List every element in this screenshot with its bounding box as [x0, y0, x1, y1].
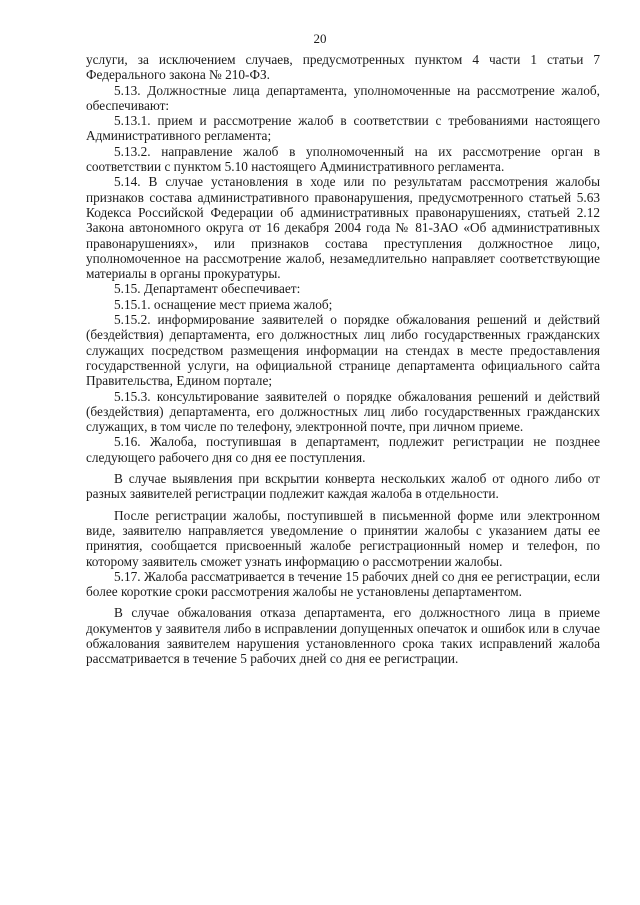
paragraph-5-16-envelope: В случае выявления при вскрытии конверта нескольких жалоб от одного либо от разных заявителей регистрации подлежит каждая жалоба в отдельности. [86, 471, 600, 502]
paragraph-5-13: 5.13. Должностные лица департамента, уполномоченные на рассмотрение жалоб, обеспечивают: [86, 82, 600, 113]
paragraph-5-15-3: 5.15.3. консультирование заявителей о порядке обжалования решений и действий (бездействия) департамента, его должностных лиц либо государственных гражданских служащих, в том числе по телефону, электронной почте, при личном приеме. [86, 388, 600, 435]
paragraph-5-13-1: 5.13.1. прием и рассмотрение жалоб в соответствии с требованиями настоящего Административного регламента; [86, 113, 600, 144]
paragraph-5-17-refusal: В случае обжалования отказа департамента, его должностного лица в приеме документов у заявителя либо в исправлении допущенных опечаток и ошибок или в случае обжалования заявителем нарушения установленного срока таких исправлений жалоба рассматривается в течение 5 рабочих дней со дня ее регистрации. [86, 605, 600, 667]
document-body [86, 52, 600, 667]
paragraph-5-13-2: 5.13.2. направление жалоб в уполномоченный на их рассмотрение орган в соответствии с пунктом 5.10 настоящего Административного регламента. [86, 143, 600, 175]
paragraph-continuation: услуги, за исключением случаев, предусмотренных пунктом 4 части 1 статьи 7 Федерального закона № 210-ФЗ. [86, 52, 600, 83]
paragraph-5-15-1: 5.15.1. оснащение мест приема жалоб; [114, 296, 333, 312]
page-number: 20 [313, 31, 327, 46]
paragraph-5-14: 5.14. В случае установления в ходе или по результатам рассмотрения жалобы признаков состава административного правонарушения, предусмотренного статьей 5.63 Кодекса Российской Федерации об административных правонарушениях, статьей 2.12 Закона автономного округа от 16 декабря 2004 года № 81-ЗАО «Об административных правонарушениях», или признаков состава преступления должностное лицо, уполномоченное на рассмотрение жалоб, незамедлительно направляет соответствующие материалы в органы прокуратуры. [86, 174, 600, 282]
paragraph-5-17: 5.17. Жалоба рассматривается в течение 15 рабочих дней со дня ее регистрации, если более короткие сроки рассмотрения жалобы не установлены департаментом. [86, 568, 600, 600]
paragraph-5-15: 5.15. Департамент обеспечивает: [114, 281, 301, 297]
paragraph-5-16: 5.16. Жалоба, поступившая в департамент, подлежит регистрации не позднее следующего рабочего дня со дня ее поступления. [86, 434, 600, 465]
paragraph-5-16-notification: После регистрации жалобы, поступившей в письменной форме или электронном виде, заявителю направляется уведомление о принятии жалобы с указанием даты ее принятия, сообщается присвоенный жалобе регистрационный номер и телефон, по которому заявитель сможет узнать информацию о рассмотрении жалобы. [86, 507, 600, 569]
paragraph-5-15-2: 5.15.2. информирование заявителей о порядке обжалования решений и действий (бездействия) департамента, его должностных лиц либо государственных гражданских служащих посредством размещения информации на стендах в месте предоставления государственной услуги, на официальной странице департамента официального сайта Правительства, Едином портале; [86, 312, 600, 389]
